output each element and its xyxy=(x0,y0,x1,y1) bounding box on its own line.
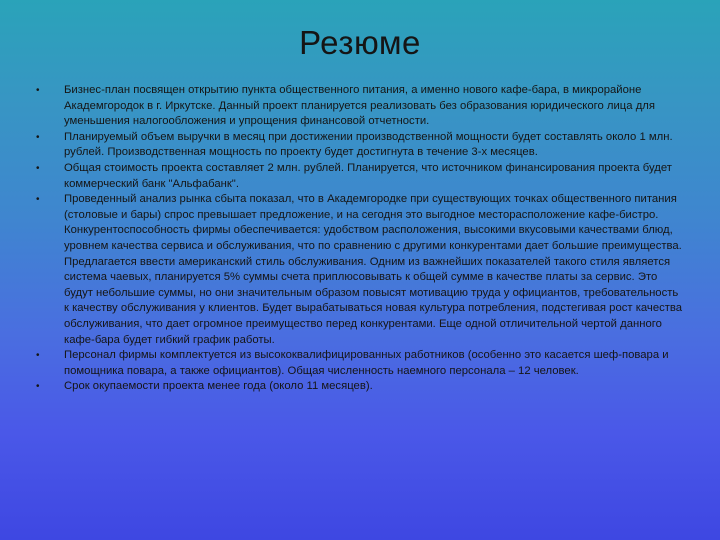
bullet-item xyxy=(36,192,686,348)
bullet-text: Проведенный анализ рынка сбыта показал, что в Академгородке при существующих точках общественного питания (столовые и бары) спрос превышает предложение, и на сегодня это выгодное месторасположение кафе-бистро. Конкурентоспособность фирмы обеспечивается: удобством расположения, высокими вкусовыми качествами блюд, уровнем качества сервиса и обслуживания, что по сравнению с другими конкурентами дает большие преимущества. Предлагается ввести американский стиль обслуживания. Одним из важнейших показателей такого стиля является система чаевых, планируется 5% суммы счета приплюсовывать к общей сумме в качестве платы за сервис. Это будут небольшие суммы, но они значительным образом повысят мотивацию труда у официантов, требовательность к качеству обслуживания у клиентов. Будет вырабатываться новая культура потребления, подстегивая рост качества обслуживания, что дает огромное преимущество перед конкурентами. Еще одной отличительной чертой данного кафе-бара будет гибкий график работы. xyxy=(64,193,683,346)
bullet-icon: • xyxy=(36,131,40,143)
bullet-item xyxy=(36,379,686,395)
bullet-icon: • xyxy=(36,85,40,96)
bullet-text: Срок окупаемости проекта менее года (около 11 месяцев). xyxy=(64,380,373,393)
bullet-text: Бизнес-план посвящен открытию пункта общественного питания, а именно нового кафе-бара, в микрорайоне Академгородок в г. Иркутске. Данный проект планируется реализовать без образования юридического лица для уменьшения налогообложения и упрощения финансовой отчетности. xyxy=(64,84,655,128)
bullet-icon: • xyxy=(36,381,40,393)
bullet-text: Персонал фирмы комплектуется из высококвалифицированных работников (особенно это касается шеф-повара и помощника повара, а также официантов). Общая численность наемного персонала – 12 человек. xyxy=(64,349,669,377)
bullet-item xyxy=(36,83,686,130)
bullet-item xyxy=(36,348,686,379)
bullet-text: Общая стоимость проекта составляет 2 млн. рублей. Планируется, что источником финансирования проекта будет коммерческий банк "Альфабанк". xyxy=(64,161,672,190)
bullet-item xyxy=(36,161,686,192)
bullet-text: Планируемый объем выручки в месяц при достижении производственной мощности будет составлять около 1 млн. рублей. Производственная мощность по проекту будет достигнута в течение 3-х месяцев. xyxy=(64,130,673,159)
bullet-list xyxy=(36,83,686,395)
bullet-icon: • xyxy=(36,350,40,362)
bullet-icon: • xyxy=(36,194,40,206)
slide-title: Резюме xyxy=(299,24,421,61)
bullet-icon: • xyxy=(36,162,40,174)
bullet-item xyxy=(36,130,686,161)
